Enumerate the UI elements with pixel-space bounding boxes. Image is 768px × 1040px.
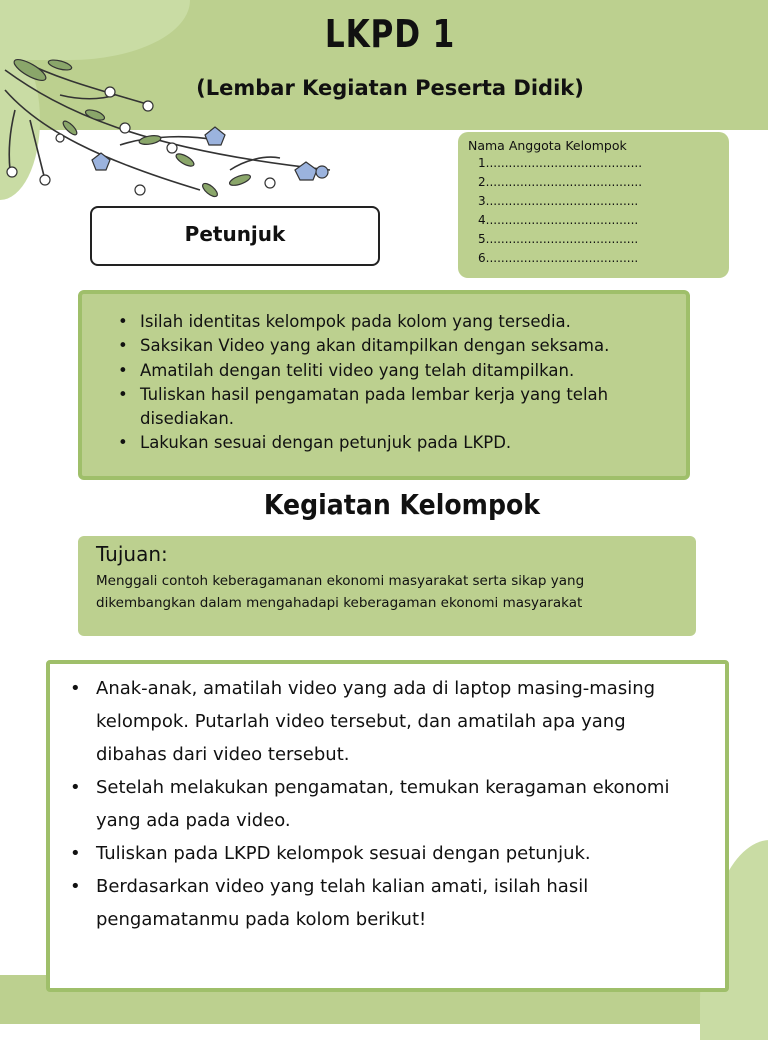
objective-text: Menggali contoh keberagamanan ekonomi masyarakat serta sikap yang dikembangkan dalam mengahadapi keberagaman ekonomi masyarakat	[96, 573, 585, 611]
petunjuk-label: Petunjuk	[184, 222, 286, 246]
instructions-list	[118, 310, 660, 456]
activity-item: • Setelah melakukan pengamatan, temukan keragaman ekonomi yang ada pada video.	[70, 771, 696, 837]
group-members-box	[458, 132, 729, 278]
instruction-item: • Amatilah dengan teliti video yang telah ditampilkan.	[118, 359, 660, 383]
activity-list	[70, 672, 696, 936]
group-members-title: Nama Anggota Kelompok	[468, 138, 627, 153]
objective-label: Tujuan:	[96, 542, 168, 566]
member-line[interactable]: 1.........................................	[478, 156, 643, 170]
floral-branch-icon	[0, 40, 340, 210]
activity-item: • Berdasarkan video yang telah kalian amati, isilah hasil pengamatanmu pada kolom berikut!	[70, 870, 696, 936]
member-line[interactable]: 5........................................	[478, 232, 639, 246]
member-line[interactable]: 3........................................	[478, 194, 639, 208]
member-line[interactable]: 6........................................	[478, 251, 639, 265]
page-subtitle: (Lembar Kegiatan Peserta Didik)	[196, 76, 584, 100]
instruction-item: • Tuliskan hasil pengamatan pada lembar kerja yang telah disediakan.	[118, 383, 660, 432]
member-line[interactable]: 4........................................	[478, 213, 639, 227]
member-line[interactable]: 2.........................................	[478, 175, 643, 189]
objective-box	[78, 536, 696, 636]
instruction-item: • Isilah identitas kelompok pada kolom yang tersedia.	[118, 310, 660, 334]
instruction-item: • Saksikan Video yang akan ditampilkan dengan seksama.	[118, 334, 660, 358]
activity-item: • Tuliskan pada LKPD kelompok sesuai dengan petunjuk.	[70, 837, 696, 870]
section-heading: Kegiatan Kelompok	[263, 488, 541, 521]
petunjuk-label-box	[90, 206, 380, 266]
activity-box	[46, 660, 729, 992]
activity-item: • Anak-anak, amatilah video yang ada di laptop masing-masing kelompok. Putarlah video tersebut, dan amatilah apa yang dibahas dari video tersebut.	[70, 672, 696, 771]
page-title: LKPD 1	[324, 12, 456, 56]
instructions-box	[78, 290, 690, 480]
instruction-item: • Lakukan sesuai dengan petunjuk pada LKPD.	[118, 431, 660, 455]
